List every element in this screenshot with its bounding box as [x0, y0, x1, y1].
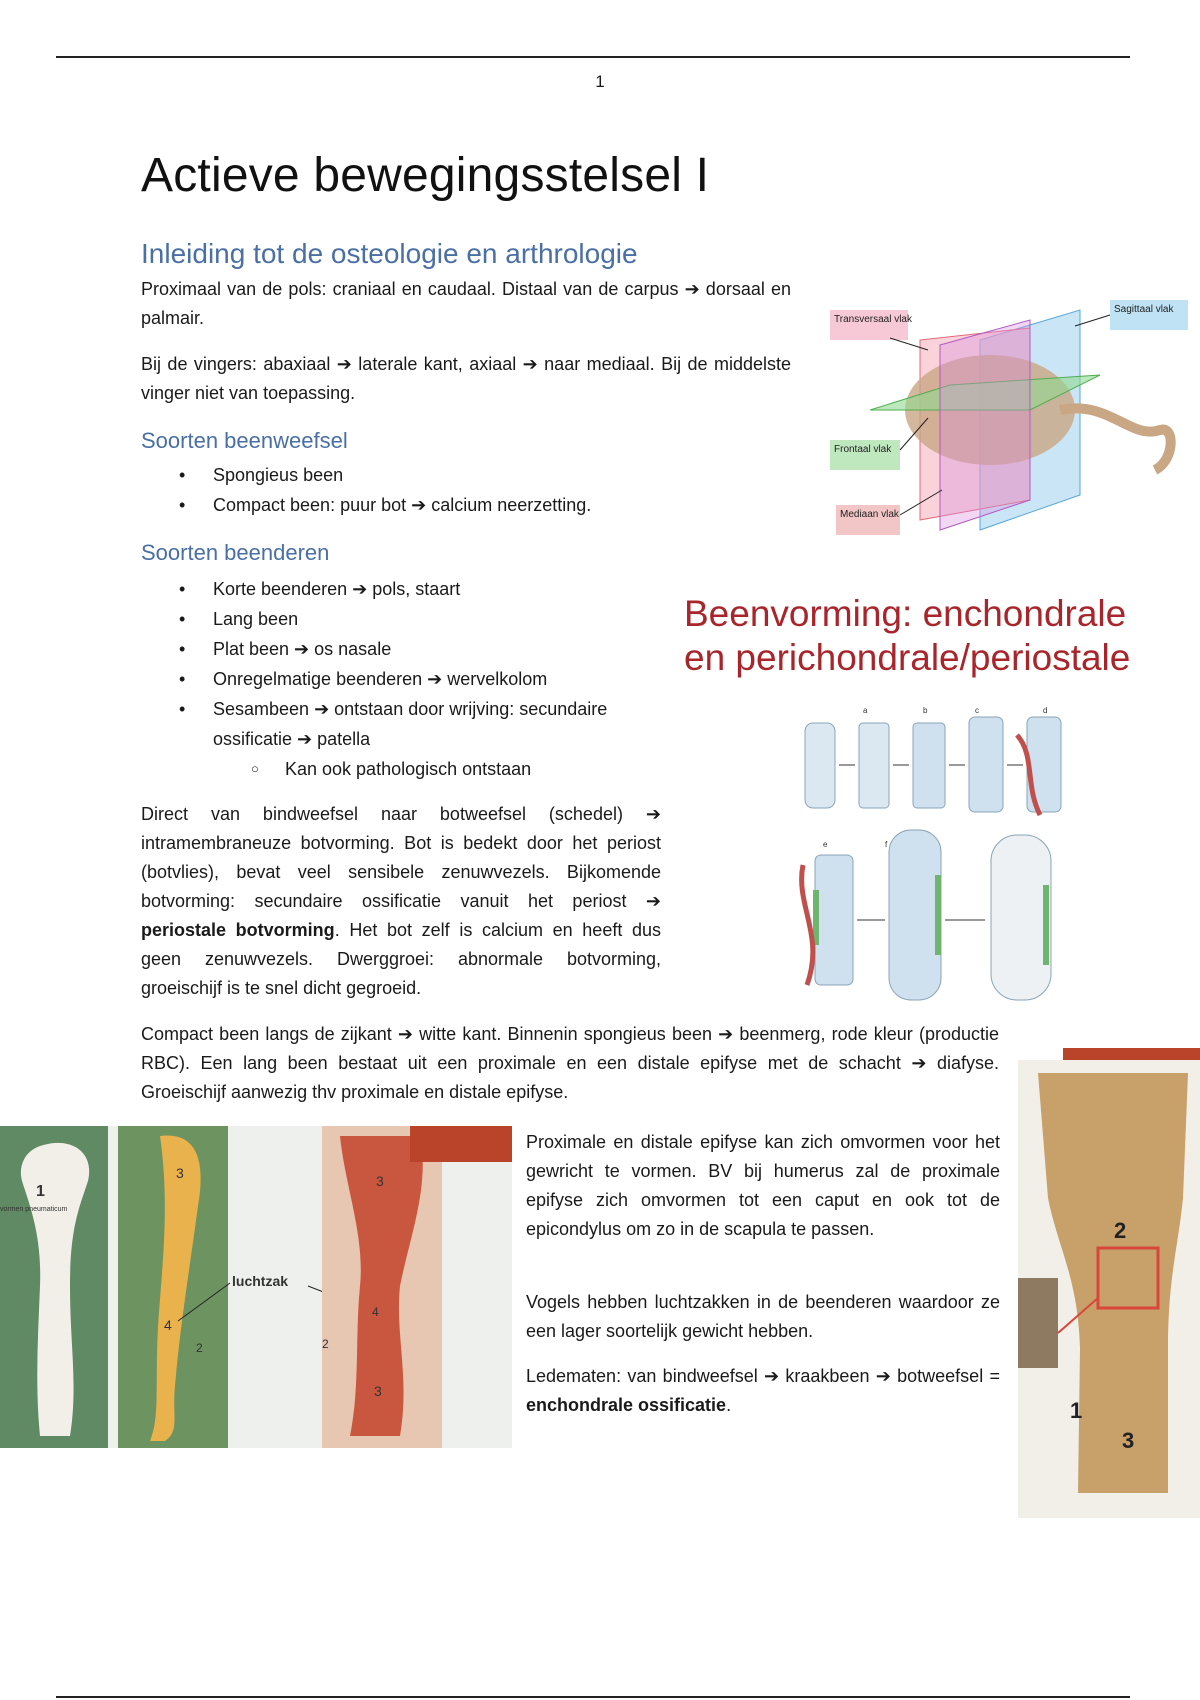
heading-beenderen: Soorten beenderen	[141, 540, 330, 565]
foramen-label: vormen pneumaticum	[0, 1206, 68, 1213]
inset-photo	[1018, 1278, 1058, 1368]
stage-letter: e	[823, 840, 828, 849]
plane-label-mediaan: Mediaan vlak	[840, 509, 899, 520]
plane-label-sagittaal: Sagittaal vlak	[1114, 304, 1174, 315]
paragraph-vogels: Vogels hebben luchtzakken in de beenderen waardoor ze een lager soortelijk gewicht hebben.	[526, 1292, 1000, 1341]
text: . Het bot zelf is calcium en heeft dus geen zenuwvezels. Dwerggroei: abnormale botvorming, groeischijf is te snel dicht gegroeid.	[141, 920, 661, 998]
plane-label-frontaal: Frontaal vlak	[834, 444, 892, 455]
label-4: 4	[372, 1305, 379, 1319]
cartilage-model	[805, 723, 835, 808]
list-item: • Korte beenderen ➔ pols, staart	[141, 574, 661, 604]
list-beenweefsel	[141, 460, 791, 520]
paragraph-direct	[141, 800, 661, 1003]
anatomical-planes-figure	[830, 300, 1190, 550]
stage-letter: c	[975, 706, 979, 715]
stage-letter: b	[923, 706, 928, 715]
label-2: 2	[196, 1341, 203, 1355]
cartilage-model	[889, 830, 941, 1000]
beenvorming-title-line1: Beenvorming: enchondrale	[684, 593, 1127, 634]
list-item: • Onregelmatige beenderen ➔ wervelkolom	[141, 664, 661, 694]
paragraph-ledematen	[526, 1362, 1000, 1420]
label-3: 3	[374, 1383, 382, 1399]
list-item: • Compact been: puur bot ➔ calcium neerzetting.	[141, 490, 791, 520]
page-number: 1	[595, 72, 605, 91]
cartilage-model	[859, 723, 889, 808]
cartilage-model	[913, 723, 945, 808]
cartilage-model	[969, 717, 1003, 812]
label-4: 4	[164, 1317, 172, 1333]
bones-photo-figure	[0, 1126, 512, 1448]
label-2: 2	[1114, 1218, 1127, 1243]
section-heading: Inleiding tot de osteologie en arthrologie	[141, 238, 638, 269]
median-plane	[940, 320, 1030, 530]
top-rule	[56, 56, 1130, 58]
bold-term: periostale botvorming	[141, 920, 335, 940]
paragraph-epifyse: Proximale en distale epifyse kan zich omvormen voor het gewricht te vormen. BV bij humerus zal de proximale epifyse zich omvormen tot een caput en ook tot de epicondylus om zo in de scapula te passen.	[526, 1132, 1000, 1239]
label-1: 1	[36, 1183, 45, 1200]
page-title: Actieve bewegingsstelsel I	[141, 149, 710, 202]
bold-term: enchondrale ossificatie	[526, 1395, 727, 1415]
label-2: 2	[322, 1337, 329, 1351]
list-item: • Lang been	[141, 604, 661, 634]
luchtzak-label: luchtzak	[232, 1273, 289, 1289]
label-3: 3	[376, 1173, 384, 1189]
text: Ledematen: van bindweefsel ➔ kraakbeen ➔ botweefsel =	[526, 1366, 1000, 1386]
paragraph-proximaal: Proximaal van de pols: craniaal en caudaal. Distaal van de carpus ➔ dorsaal en palmair.	[141, 279, 791, 328]
stage-letter: d	[1043, 706, 1048, 715]
blood-vessel	[802, 865, 813, 985]
label-1: 1	[1070, 1398, 1083, 1423]
text: Direct van bindweefsel naar botweefsel (schedel) ➔ intramembraneuze botvorming. Bot is bedekt door het periost (botvlies), bevat veel sensibele zenuwvezels. Bijkomende botvorming: secundaire ossificatie vanuit het periost ➔	[141, 804, 661, 911]
label-3: 3	[176, 1165, 184, 1181]
stage-letter: a	[863, 706, 868, 715]
paragraph-compact: Compact been langs de zijkant ➔ witte kant. Binnenin spongieus been ➔ beenmerg, rode kleur (productie RBC). Een lang been bestaat uit een proximale en een distale epifyse met de schacht ➔ diafyse. Groeischijf aanwezig thv proximale en distale epifyse.	[141, 1024, 999, 1102]
paragraph-vingers: Bij de vingers: abaxiaal ➔ laterale kant, axiaal ➔ naar mediaal. Bij de middelste vinger niet van toepassing.	[141, 354, 791, 403]
label-3: 3	[1122, 1428, 1135, 1453]
bone-collar	[935, 875, 941, 955]
plane-label-transversaal: Transversaal vlak	[834, 314, 912, 325]
bone-collar	[1043, 885, 1049, 965]
list-beenderen	[141, 574, 661, 784]
beenvorming-title-line2: en perichondrale/periostale	[684, 637, 1131, 678]
photo-accent	[410, 1126, 512, 1162]
heading-beenweefsel: Soorten beenweefsel	[141, 428, 348, 453]
list-subitem: ○ Kan ook pathologisch ontstaan	[141, 754, 661, 784]
list-item: • Sesambeen ➔ ontstaan door wrijving: secundaire ossificatie ➔ patella	[141, 694, 661, 754]
text: .	[726, 1395, 732, 1415]
list-item: • Spongieus been	[141, 460, 791, 490]
list-item: • Plat been ➔ os nasale	[141, 634, 661, 664]
bone-section-figure	[1018, 1048, 1200, 1518]
beenvorming-title	[684, 592, 1130, 680]
ossification-diagram	[795, 705, 1105, 1005]
cartilage-model	[991, 835, 1051, 1000]
stage-letter: f	[885, 840, 888, 849]
cartilage-model	[815, 855, 853, 985]
bottom-rule	[56, 1696, 1130, 1698]
